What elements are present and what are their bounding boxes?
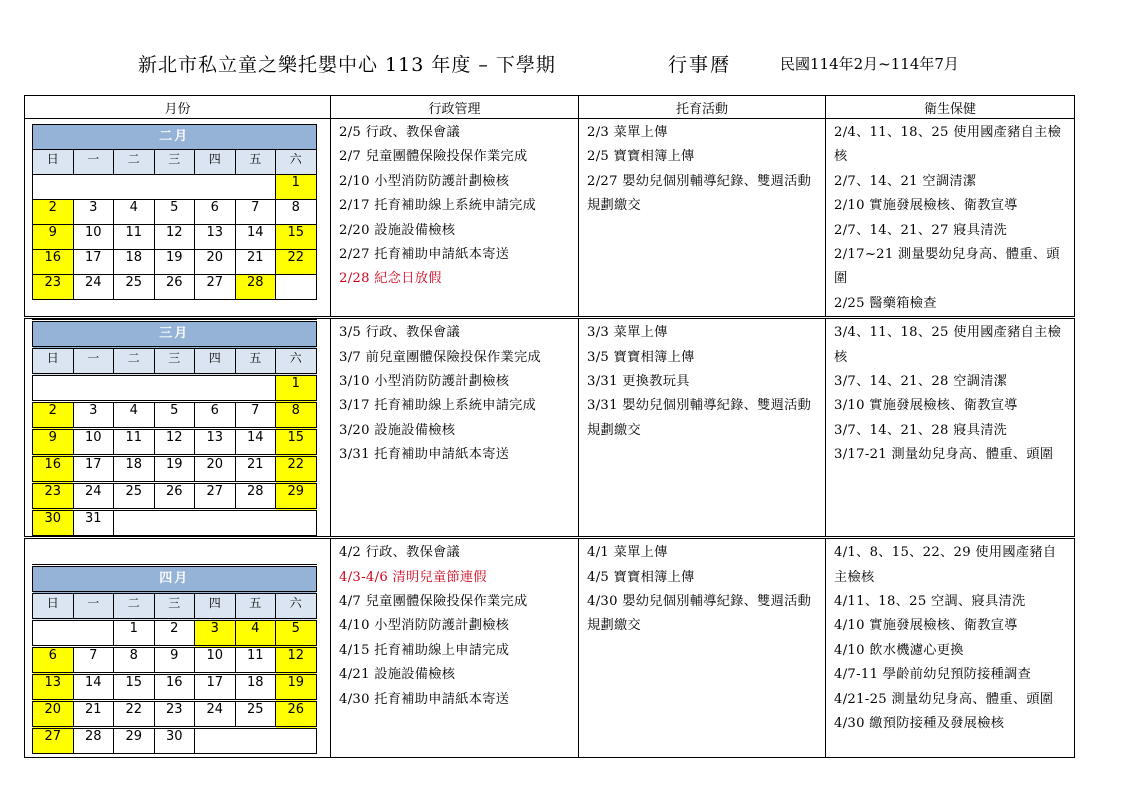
calendar-day: 6 bbox=[195, 200, 236, 225]
health-item: 3/17-21 測量幼兒身高、體重、頭圍 bbox=[834, 447, 1054, 463]
admin-item: 3/17 托育補助線上系統申請完成 bbox=[339, 398, 537, 414]
schedule-table bbox=[24, 95, 1075, 758]
calendar-day: 9 bbox=[33, 429, 74, 456]
calendar-day: 5 bbox=[154, 402, 195, 429]
header-health: 衛生保健 bbox=[826, 96, 1075, 119]
calendar-day: 17 bbox=[73, 456, 114, 483]
calendar-day: 14 bbox=[73, 674, 114, 701]
calendar-day: 9 bbox=[33, 225, 74, 250]
weekday-header: 日 bbox=[33, 348, 74, 375]
calendar-day: 5 bbox=[154, 200, 195, 225]
calendar-day: 13 bbox=[195, 429, 236, 456]
calendar-day: 15 bbox=[276, 225, 317, 250]
month-cell bbox=[25, 318, 331, 538]
health-item: 4/10 實施發展檢核、衛教宣導 bbox=[834, 618, 1018, 634]
calendar-day: 12 bbox=[154, 225, 195, 250]
calendar-day: 23 bbox=[33, 483, 74, 510]
month-row bbox=[25, 318, 1075, 538]
health-item: 2/4、11、18、25 使用國產豬自主檢核 bbox=[834, 125, 1062, 165]
admin-item: 2/7 兒童團體保險投保作業完成 bbox=[339, 149, 528, 165]
calendar-day: 20 bbox=[33, 701, 74, 728]
weekday-header: 五 bbox=[235, 348, 276, 375]
weekday-header: 二 bbox=[114, 150, 155, 175]
calendar-day: 8 bbox=[114, 647, 155, 674]
weekday-header: 六 bbox=[276, 593, 317, 620]
calendar-month-title: 四月 bbox=[33, 566, 317, 593]
weekday-header: 四 bbox=[195, 348, 236, 375]
calendar-day: 29 bbox=[276, 483, 317, 510]
calendar-day: 6 bbox=[33, 647, 74, 674]
calendar-day: 18 bbox=[235, 674, 276, 701]
health-item: 2/7、14、21 空調清潔 bbox=[834, 173, 977, 189]
health-item: 3/7、14、21、28 空調清潔 bbox=[834, 374, 1008, 390]
calendar-month-title: 三月 bbox=[33, 321, 317, 348]
page-title-bar bbox=[0, 50, 1133, 78]
weekday-header: 一 bbox=[73, 593, 114, 620]
calendar-day: 5 bbox=[276, 620, 317, 647]
calendar-day: 12 bbox=[276, 647, 317, 674]
calendar-day: 11 bbox=[114, 429, 155, 456]
activity-item: 3/5 寶寶相簿上傳 bbox=[587, 349, 695, 365]
health-item: 4/30 繳預防接種及發展檢核 bbox=[834, 716, 1005, 732]
header-activity: 托育活動 bbox=[579, 96, 826, 119]
health-item: 3/4、11、18、25 使用國產豬自主檢核 bbox=[834, 325, 1062, 365]
calendar-day: 18 bbox=[114, 250, 155, 275]
calendar-day: 8 bbox=[276, 402, 317, 429]
admin-item: 2/28 紀念日放假 bbox=[339, 271, 442, 287]
activity-item: 3/31 嬰幼兒個別輔導紀錄、雙週活動規劃繳交 bbox=[587, 398, 812, 438]
calendar-day: 7 bbox=[235, 402, 276, 429]
health-list bbox=[826, 538, 1075, 758]
weekday-header: 五 bbox=[235, 150, 276, 175]
activity-item: 2/3 菜單上傳 bbox=[587, 125, 668, 140]
calendar-day: 26 bbox=[154, 275, 195, 300]
calendar-day: 10 bbox=[195, 647, 236, 674]
empty-cell bbox=[33, 375, 276, 402]
weekday-header: 四 bbox=[195, 150, 236, 175]
calendar-day: 19 bbox=[154, 456, 195, 483]
empty-cell bbox=[114, 510, 317, 536]
health-item: 2/25 醫藥箱檢查 bbox=[834, 295, 937, 311]
calendar-day: 15 bbox=[276, 429, 317, 456]
calendar-day: 2 bbox=[33, 200, 74, 225]
calendar-day: 22 bbox=[114, 701, 155, 728]
weekday-header: 二 bbox=[114, 593, 155, 620]
header-month: 月份 bbox=[25, 96, 331, 119]
calendar-day: 28 bbox=[73, 728, 114, 754]
calendar-day: 3 bbox=[73, 402, 114, 429]
empty-cell bbox=[33, 620, 114, 647]
header-admin: 行政管理 bbox=[331, 96, 579, 119]
activity-item: 2/27 嬰幼兒個別輔導紀錄、雙週活動規劃繳交 bbox=[587, 173, 812, 214]
calendar-day: 25 bbox=[114, 275, 155, 300]
admin-list bbox=[331, 119, 579, 318]
calendar-day: 23 bbox=[33, 275, 74, 300]
admin-item: 3/31 托育補助申請紙本寄送 bbox=[339, 447, 510, 463]
health-item: 4/1、8、15、22、29 使用國產豬自主檢核 bbox=[834, 545, 1057, 585]
health-item: 4/7-11 學齡前幼兒預防接種調查 bbox=[834, 667, 1032, 683]
header-row bbox=[25, 96, 1075, 119]
calendar-day: 20 bbox=[195, 250, 236, 275]
calendar-day: 13 bbox=[195, 225, 236, 250]
calendar-day: 26 bbox=[154, 483, 195, 510]
calendar-day: 4 bbox=[235, 620, 276, 647]
calendar-day: 20 bbox=[195, 456, 236, 483]
date-range: 民國114年2月~114年7月 bbox=[780, 55, 959, 73]
health-list bbox=[826, 318, 1075, 538]
calendar-day: 23 bbox=[154, 701, 195, 728]
calendar-day: 11 bbox=[235, 647, 276, 674]
calendar-day: 27 bbox=[33, 728, 74, 754]
admin-item: 2/20 設施設備檢核 bbox=[339, 222, 456, 238]
calendar-day: 28 bbox=[235, 275, 276, 300]
admin-item: 3/5 行政、教保會議 bbox=[339, 325, 461, 341]
page-title: 新北市私立童之樂托嬰中心 113 年度 – 下學期 bbox=[138, 54, 556, 76]
calendar-day: 30 bbox=[154, 728, 195, 754]
calendar-day: 24 bbox=[195, 701, 236, 728]
admin-item: 4/7 兒童團體保險投保作業完成 bbox=[339, 594, 528, 610]
admin-item: 2/5 行政、教保會議 bbox=[339, 125, 461, 140]
month-cell bbox=[25, 538, 331, 758]
admin-item: 3/7 前兒童團體保險投保作業完成 bbox=[339, 349, 541, 365]
calendar-day: 1 bbox=[114, 620, 155, 647]
calendar-month-title: 二月 bbox=[33, 125, 317, 150]
activity-list bbox=[579, 119, 826, 318]
weekday-header: 四 bbox=[195, 593, 236, 620]
calendar-day: 15 bbox=[114, 674, 155, 701]
calendar-day: 1 bbox=[276, 175, 317, 200]
calendar-day: 9 bbox=[154, 647, 195, 674]
calendar-day: 21 bbox=[73, 701, 114, 728]
health-item: 2/17~21 測量嬰幼兒身高、體重、頭圍 bbox=[834, 247, 1060, 287]
health-item: 2/7、14、21、27 寢具清洗 bbox=[834, 222, 1008, 238]
health-item: 2/10 實施發展檢核、衛教宣導 bbox=[834, 198, 1018, 214]
calendar-day: 12 bbox=[154, 429, 195, 456]
weekday-header: 日 bbox=[33, 150, 74, 175]
empty-cell bbox=[195, 728, 317, 754]
calendar-day: 27 bbox=[195, 483, 236, 510]
calendar-day: 21 bbox=[235, 456, 276, 483]
admin-item: 2/17 托育補助線上系統申請完成 bbox=[339, 198, 537, 214]
calendar-day: 16 bbox=[154, 674, 195, 701]
calendar-day: 13 bbox=[33, 674, 74, 701]
weekday-header: 五 bbox=[235, 593, 276, 620]
calendar-day: 16 bbox=[33, 456, 74, 483]
weekday-header: 六 bbox=[276, 150, 317, 175]
weekday-header: 三 bbox=[154, 593, 195, 620]
health-item: 4/11、18、25 空調、寢具清洗 bbox=[834, 594, 1026, 610]
health-item: 4/21-25 測量幼兒身高、體重、頭圍 bbox=[834, 691, 1054, 707]
calendar-day: 25 bbox=[235, 701, 276, 728]
calendar-day: 17 bbox=[73, 250, 114, 275]
calendar-day: 26 bbox=[276, 701, 317, 728]
admin-list bbox=[331, 538, 579, 758]
calendar-day: 3 bbox=[73, 200, 114, 225]
calendar-day: 28 bbox=[235, 483, 276, 510]
calendar-day: 11 bbox=[114, 225, 155, 250]
calendar-day: 22 bbox=[276, 250, 317, 275]
activity-item: 4/30 嬰幼兒個別輔導紀錄、雙週活動規劃繳交 bbox=[587, 594, 812, 634]
empty-cell bbox=[33, 175, 276, 200]
calendar-day: 2 bbox=[154, 620, 195, 647]
calendar-day: 7 bbox=[235, 200, 276, 225]
admin-item: 4/3-4/6 清明兒童節連假 bbox=[339, 569, 487, 585]
weekday-header: 日 bbox=[33, 593, 74, 620]
calendar-day: 7 bbox=[73, 647, 114, 674]
health-item: 3/10 實施發展檢核、衛教宣導 bbox=[834, 398, 1018, 414]
health-list bbox=[826, 119, 1075, 318]
calendar-day: 2 bbox=[33, 402, 74, 429]
calendar-day: 10 bbox=[73, 429, 114, 456]
calendar-day: 22 bbox=[276, 456, 317, 483]
activity-item: 4/5 寶寶相簿上傳 bbox=[587, 569, 695, 585]
admin-list bbox=[331, 318, 579, 538]
mini-calendar bbox=[32, 124, 317, 300]
activity-item: 4/1 菜單上傳 bbox=[587, 545, 668, 561]
month-row bbox=[25, 119, 1075, 318]
calendar-day: 14 bbox=[235, 429, 276, 456]
calendar-day: 14 bbox=[235, 225, 276, 250]
calendar-day: 4 bbox=[114, 200, 155, 225]
activity-item: 3/3 菜單上傳 bbox=[587, 325, 668, 341]
activity-item: 2/5 寶寶相簿上傳 bbox=[587, 149, 695, 165]
calendar-day: 19 bbox=[276, 674, 317, 701]
calendar-day: 17 bbox=[195, 674, 236, 701]
weekday-header: 三 bbox=[154, 348, 195, 375]
admin-item: 4/15 托育補助線上申請完成 bbox=[339, 642, 510, 658]
admin-item: 3/10 小型消防防護計劃檢核 bbox=[339, 374, 510, 390]
calendar-day: 10 bbox=[73, 225, 114, 250]
calendar-day: 4 bbox=[114, 402, 155, 429]
weekday-header: 三 bbox=[154, 150, 195, 175]
calendar-day: 6 bbox=[195, 402, 236, 429]
calendar-day: 31 bbox=[73, 510, 114, 536]
health-item: 3/7、14、21、28 寢具清洗 bbox=[834, 422, 1008, 438]
calendar-day: 30 bbox=[33, 510, 74, 536]
mini-calendar bbox=[32, 564, 317, 754]
calendar-day: 25 bbox=[114, 483, 155, 510]
weekday-header: 六 bbox=[276, 348, 317, 375]
calendar-day: 29 bbox=[114, 728, 155, 754]
page-subtitle: 行事曆 bbox=[668, 54, 732, 76]
month-row bbox=[25, 538, 1075, 758]
activity-item: 3/31 更換教玩具 bbox=[587, 374, 690, 390]
calendar-day: 24 bbox=[73, 275, 114, 300]
calendar-day: 16 bbox=[33, 250, 74, 275]
admin-item: 4/2 行政、教保會議 bbox=[339, 545, 461, 561]
calendar-day: 24 bbox=[73, 483, 114, 510]
calendar-day: 27 bbox=[195, 275, 236, 300]
admin-item: 4/21 設施設備檢核 bbox=[339, 667, 456, 683]
activity-list bbox=[579, 318, 826, 538]
calendar-day: 8 bbox=[276, 200, 317, 225]
calendar-day: 19 bbox=[154, 250, 195, 275]
weekday-header: 二 bbox=[114, 348, 155, 375]
health-item: 4/10 飲水機濾心更換 bbox=[834, 642, 964, 658]
calendar-day: 18 bbox=[114, 456, 155, 483]
weekday-header: 一 bbox=[73, 348, 114, 375]
empty-cell bbox=[276, 275, 317, 300]
admin-item: 2/27 托育補助申請紙本寄送 bbox=[339, 247, 510, 263]
admin-item: 2/10 小型消防防護計劃檢核 bbox=[339, 173, 510, 189]
calendar-day: 3 bbox=[195, 620, 236, 647]
activity-list bbox=[579, 538, 826, 758]
admin-item: 4/30 托育補助申請紙本寄送 bbox=[339, 691, 510, 707]
calendar-day: 1 bbox=[276, 375, 317, 402]
admin-item: 3/20 設施設備檢核 bbox=[339, 422, 456, 438]
weekday-header: 一 bbox=[73, 150, 114, 175]
calendar-day: 21 bbox=[235, 250, 276, 275]
mini-calendar bbox=[32, 319, 317, 536]
admin-item: 4/10 小型消防防護計劃檢核 bbox=[339, 618, 510, 634]
month-cell bbox=[25, 119, 331, 318]
